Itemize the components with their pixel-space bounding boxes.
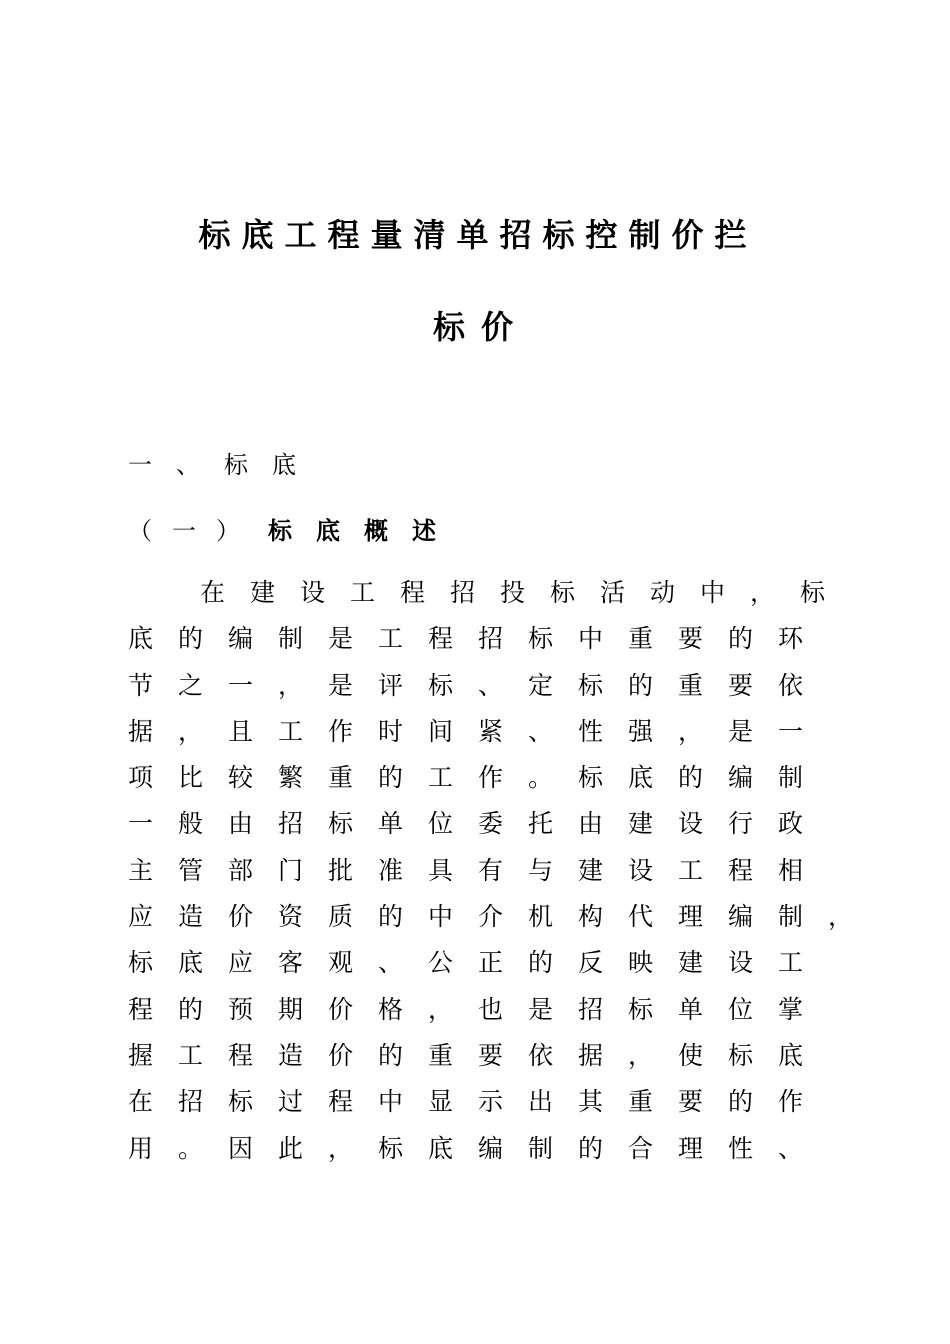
document-title-line-2: 标价 <box>432 308 529 346</box>
body-line: 用。因此，标底编制的合理性、 <box>128 1133 829 1163</box>
body-line: 标底应客观、公正的反映建设工 <box>128 948 829 978</box>
body-line: 一般由招标单位委托由建设行政 <box>128 809 829 839</box>
subsection-title: 标底概述 <box>268 517 460 545</box>
body-line: 在招标过程中显示出其重要的作 <box>128 1087 829 1117</box>
body-line: 在建设工程招投标活动中，标 <box>200 578 851 607</box>
body-line: 程的预期价格，也是招标单位掌 <box>128 994 829 1024</box>
subsection-number: （一） <box>128 517 260 545</box>
body-paragraph <box>128 575 879 1177</box>
section-heading: 一、标底 <box>128 451 320 479</box>
body-line: 项比较繁重的工作。标底的编制 <box>128 763 829 793</box>
subsection-heading <box>128 511 460 546</box>
body-line: 底的编制是工程招标中重要的环 <box>128 624 829 654</box>
body-line: 握工程造价的重要依据，使标底 <box>128 1040 829 1070</box>
body-line: 节之一，是评标、定标的重要依 <box>128 670 829 700</box>
document-title-line-1: 标底工程量清单招标控制价拦 <box>198 216 758 254</box>
body-line: 应造价资质的中介机构代理编制， <box>128 902 879 932</box>
body-line: 主管部门批准具有与建设工程相 <box>128 855 829 885</box>
body-line: 据，且工作时间紧、性强，是一 <box>128 716 829 746</box>
